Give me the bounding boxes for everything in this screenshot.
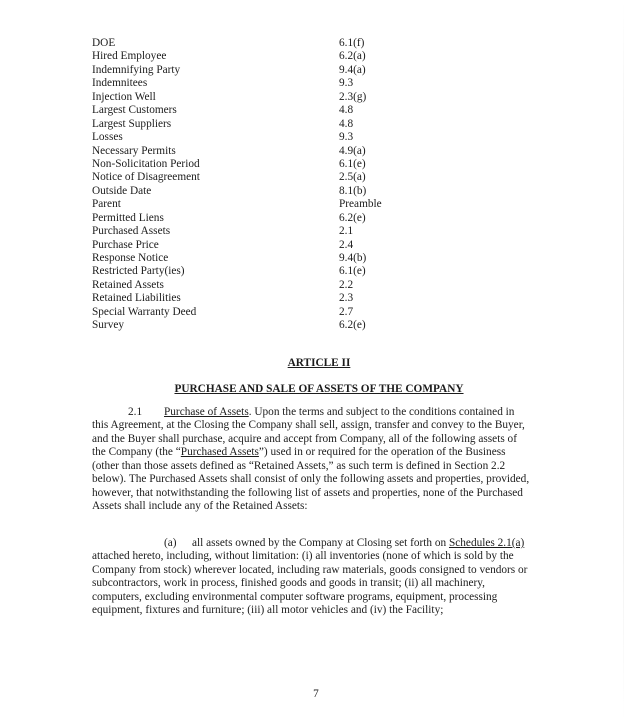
definition-section-ref: 6.1(f) xyxy=(339,37,365,49)
schedule-reference: Schedules 2.1(a) xyxy=(448,537,525,549)
scan-edge-shadow xyxy=(623,0,624,723)
article-title: ARTICLE II xyxy=(287,357,351,369)
definition-row xyxy=(92,171,422,184)
definition-row xyxy=(92,50,422,63)
definition-row xyxy=(92,37,422,50)
definition-section-ref: 4.9(a) xyxy=(339,144,366,157)
definition-row xyxy=(92,77,422,90)
definition-term: Retained Liabilities xyxy=(92,292,181,305)
definitions-index xyxy=(92,37,422,333)
definition-term: Indemnitees xyxy=(92,77,148,90)
definition-row xyxy=(92,252,422,265)
definition-section-ref: 8.1(b) xyxy=(339,184,367,197)
definition-section-ref: 9.4(a) xyxy=(339,63,366,76)
definition-term: Response Notice xyxy=(92,252,169,264)
subsection-a-paragraph xyxy=(92,537,532,618)
definition-term: Survey xyxy=(92,319,125,332)
definition-section-ref: 9.3 xyxy=(339,77,354,90)
definition-row xyxy=(92,292,422,305)
article-subtitle: PURCHASE AND SALE OF ASSETS OF THE COMPANY xyxy=(174,383,464,395)
definition-section-ref: Preamble xyxy=(339,198,382,211)
definition-section-ref: 4.8 xyxy=(339,104,354,117)
definition-section-ref: 6.2(e) xyxy=(339,211,366,224)
definition-row xyxy=(92,64,422,77)
definition-term: Indemnifying Party xyxy=(92,63,181,76)
definition-section-ref: 6.1(e) xyxy=(339,265,366,278)
subsection-text-continued: attached hereto, including, without limitation: (i) all inventories (none of which is sold by the Company from stock) wherever located, including raw materials, goods consigned to vendors or subcontractors, work in process, finished goods and goods in transit; (ii) all machinery, computers, excluding environmental computer software programs, equipment, processing equipment, fixtures and furniture; (iii) all motor vehicles and (iv) the Facility; xyxy=(92,550,528,617)
definition-row xyxy=(92,306,422,319)
definition-section-ref: 2.7 xyxy=(339,305,354,318)
definition-row xyxy=(92,225,422,238)
subsection-label: (a) xyxy=(164,537,177,549)
definition-term: Parent xyxy=(92,198,121,211)
section-number: 2.1 xyxy=(128,406,143,418)
definition-term: Largest Customers xyxy=(92,104,177,117)
definition-section-ref: 6.2(e) xyxy=(339,319,366,332)
subsection-text: all assets owned by the Company at Closing set forth on xyxy=(192,537,449,549)
definition-section-ref: 6.1(e) xyxy=(339,157,366,170)
definition-term: Notice of Disagreement xyxy=(92,171,200,184)
definition-row xyxy=(92,131,422,144)
definition-row xyxy=(92,158,422,171)
section-text: . Upon the terms and subject to the conditions contained in this Agreement, at the Closing the Company shall sell, assign, transfer and convey to the Buyer, and the Buyer shall purchase, acquire and accept from Company, all of the following assets of the Company (the “ xyxy=(92,406,525,459)
definition-row xyxy=(92,145,422,158)
definition-term: Hired Employee xyxy=(92,50,167,63)
section-heading: Purchase of Assets xyxy=(164,406,249,418)
page-number: 7 xyxy=(313,688,319,700)
definition-section-ref: 9.4(b) xyxy=(339,252,367,264)
definition-term: Non-Solicitation Period xyxy=(92,157,200,170)
definition-section-ref: 2.5(a) xyxy=(339,171,366,184)
definition-term: Restricted Party(ies) xyxy=(92,265,185,278)
definition-term: Purchased Assets xyxy=(92,225,171,238)
definition-section-ref: 6.2(a) xyxy=(339,50,366,63)
definition-term: Largest Suppliers xyxy=(92,117,172,130)
definition-row xyxy=(92,239,422,252)
defined-term: Purchased Assets xyxy=(180,446,259,459)
definition-term: Permitted Liens xyxy=(92,211,164,224)
definition-term: Necessary Permits xyxy=(92,144,176,157)
definition-term: Injection Well xyxy=(92,90,156,103)
definition-term: Outside Date xyxy=(92,184,152,197)
definition-term: Special Warranty Deed xyxy=(92,305,197,318)
definition-row xyxy=(92,319,422,332)
definition-row xyxy=(92,279,422,292)
definition-row xyxy=(92,91,422,104)
definition-term: DOE xyxy=(92,37,116,49)
definition-term: Retained Assets xyxy=(92,278,164,291)
definition-row xyxy=(92,104,422,117)
definition-term: Purchase Price xyxy=(92,238,159,251)
section-2-1-paragraph xyxy=(92,406,532,514)
definition-term: Losses xyxy=(92,131,123,144)
definition-row xyxy=(92,265,422,278)
definition-section-ref: 4.8 xyxy=(339,117,354,130)
definition-section-ref: 2.2 xyxy=(339,278,354,291)
definition-row xyxy=(92,198,422,211)
definition-row xyxy=(92,185,422,198)
definition-section-ref: 9.3 xyxy=(339,131,354,144)
definition-row xyxy=(92,212,422,225)
definition-section-ref: 2.3 xyxy=(339,292,354,305)
definition-row xyxy=(92,118,422,131)
definition-section-ref: 2.1 xyxy=(339,225,354,238)
definition-section-ref: 2.4 xyxy=(339,238,354,251)
definition-section-ref: 2.3(g) xyxy=(339,90,367,103)
section-text-continued: ”) used in or required for the operation of the Business (other than those assets defined as “Retained Assets,” as such term is defined in Section 2.2 below). The Purchased Assets shall consist of only the following assets and properties, provided, however, that notwithstanding the following list of assets and properties, none of the Purchased Assets shall include any of the Retained Assets: xyxy=(92,446,530,513)
